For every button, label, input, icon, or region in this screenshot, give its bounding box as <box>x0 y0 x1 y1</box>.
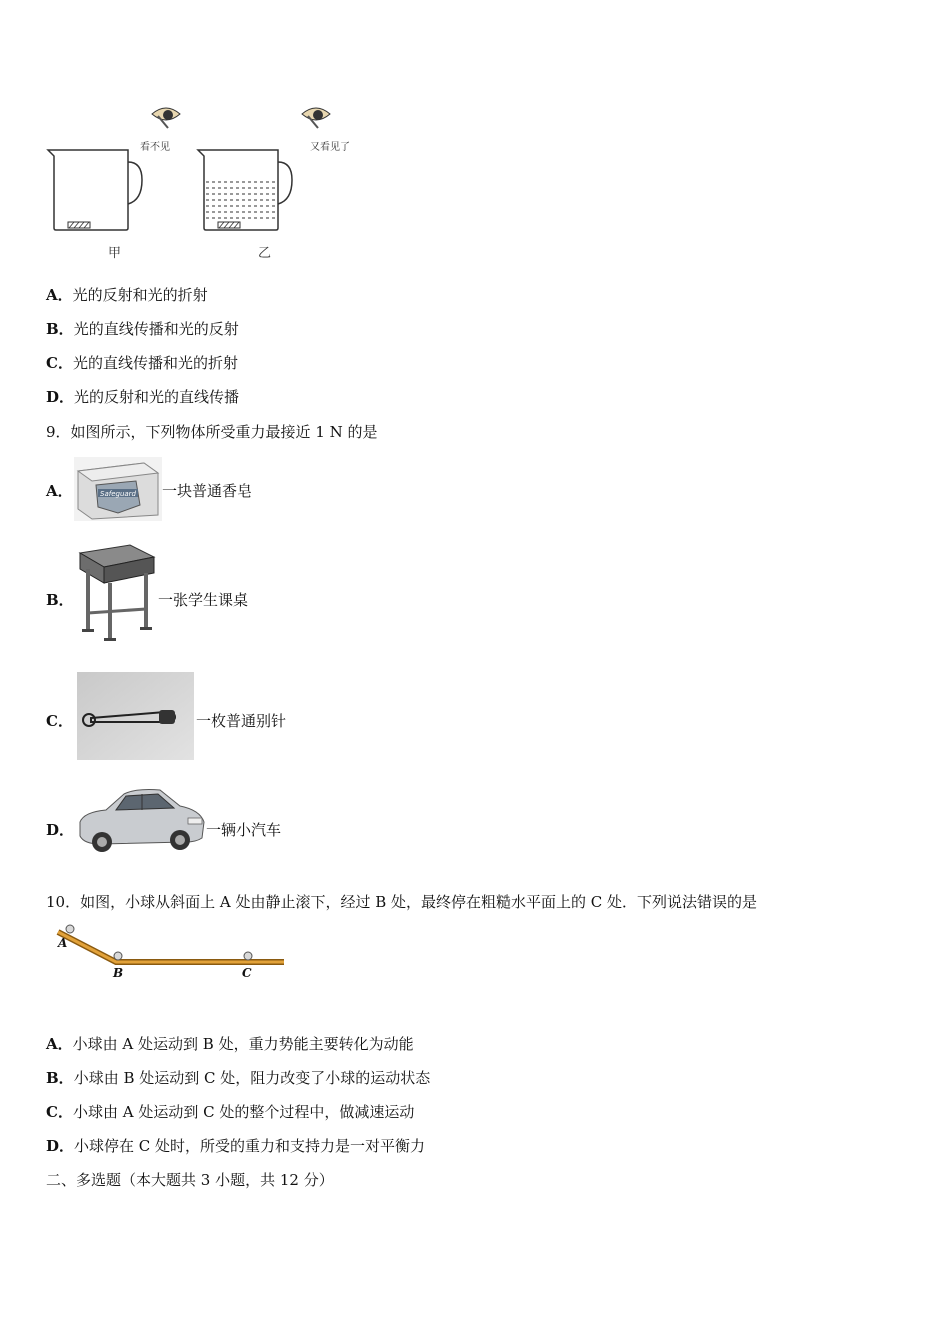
q9-option-a-text: 一块普通香皂 <box>162 482 253 500</box>
left-cup-label: 甲 <box>108 246 122 261</box>
q9-option-b-letter[interactable]: B． <box>46 591 74 609</box>
q9-option-d-text: 一辆小汽车 <box>206 821 282 839</box>
right-cup-caption: 又看见了 <box>310 142 350 153</box>
q10-option-a[interactable]: A．小球由 A 处运动到 B 处，重力势能主要转化为动能 <box>46 1035 414 1053</box>
q8-option-a[interactable]: A．光的反射和光的折射 <box>46 286 208 304</box>
right-cup-label: 乙 <box>258 246 272 261</box>
label-a: A <box>58 936 68 950</box>
eye-icon <box>152 108 180 128</box>
q10-stem: 10．如图，小球从斜面上 A 处由静止滚下，经过 B 处，最终停在粗糙水平面上的 C 处．下列说法错误的是 <box>46 893 758 911</box>
left-cup-caption: 看不见 <box>140 142 170 153</box>
q10-option-c[interactable]: C．小球由 A 处运动到 C 处的整个过程中，做减速运动 <box>46 1103 415 1121</box>
eye-icon <box>302 108 330 128</box>
q9-option-d-letter[interactable]: D． <box>46 821 75 839</box>
incline-figure <box>52 922 288 984</box>
cups-illustration <box>40 100 370 265</box>
car-image <box>76 782 206 856</box>
q9-option-c-letter[interactable]: C． <box>46 712 73 730</box>
q9-option-c-text: 一枚普通别针 <box>196 712 287 730</box>
soap-image <box>74 457 162 521</box>
q10-option-d[interactable]: D．小球停在 C 处时，所受的重力和支持力是一对平衡力 <box>46 1137 426 1155</box>
label-c: C <box>242 966 252 980</box>
q8-option-d[interactable]: D．光的反射和光的直线传播 <box>46 388 240 406</box>
ball-a <box>66 925 74 933</box>
pin-image <box>77 672 194 760</box>
label-b: B <box>113 966 124 980</box>
q8-option-b[interactable]: B．光的直线传播和光的反射 <box>46 320 239 338</box>
q9-option-a-letter[interactable]: A． <box>46 482 73 500</box>
desk-image <box>78 543 156 643</box>
q9-stem: 9．如图所示，下列物体所受重力最接近 1 N 的是 <box>46 423 378 441</box>
ball-b <box>114 952 122 960</box>
q9-option-b-text: 一张学生课桌 <box>158 591 249 609</box>
q10-option-b[interactable]: B．小球由 B 处运动到 C 处，阻力改变了小球的运动状态 <box>46 1069 431 1087</box>
section-title: 二、多选题（本大题共 3 小题，共 12 分） <box>46 1171 334 1189</box>
soap-brand-text: Safeguard <box>100 490 136 498</box>
ball-c <box>244 952 252 960</box>
q8-option-c[interactable]: C．光的直线传播和光的折射 <box>46 354 238 372</box>
figure-cups <box>40 100 370 265</box>
